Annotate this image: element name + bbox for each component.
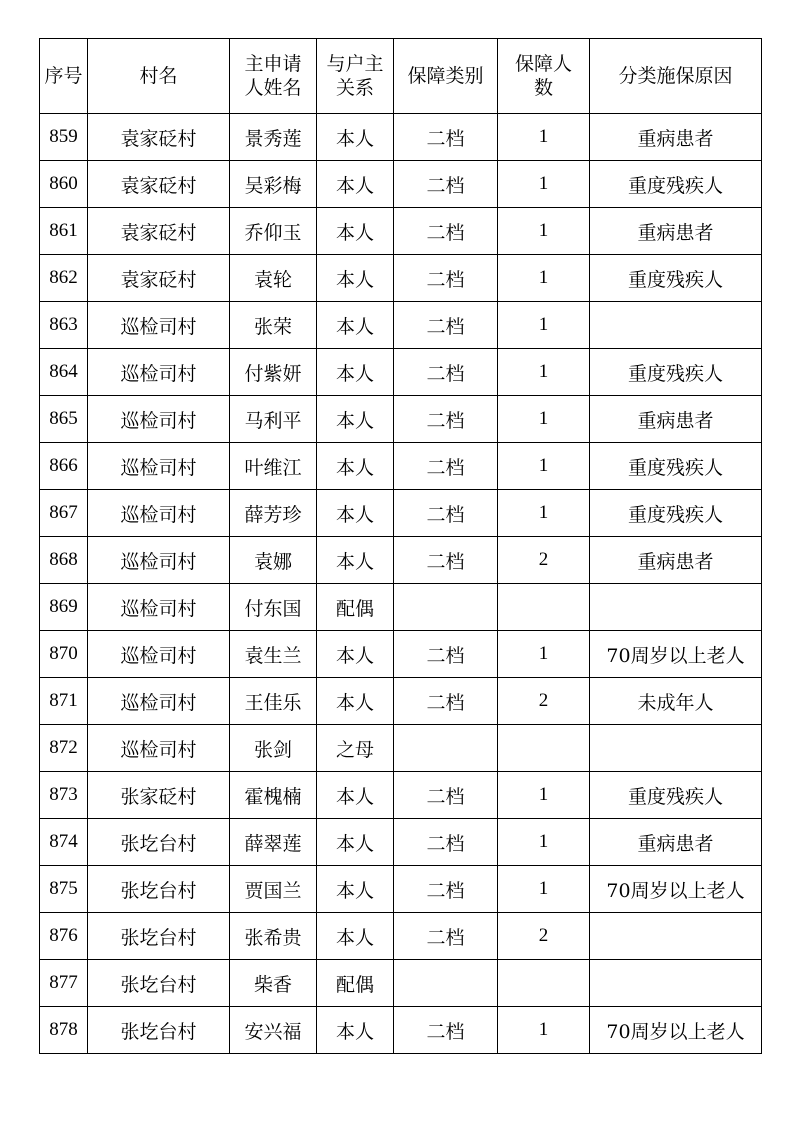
cell-reason: 重病患者 <box>590 819 762 866</box>
cell-seq: 871 <box>40 678 88 725</box>
cell-relation: 本人 <box>317 255 394 302</box>
cell-category: 二档 <box>394 537 498 584</box>
cell-seq: 862 <box>40 255 88 302</box>
assistance-roster-table <box>39 38 762 1054</box>
cell-applicant: 安兴福 <box>230 1007 317 1054</box>
cell-village: 袁家砭村 <box>88 208 230 255</box>
cell-seq: 866 <box>40 443 88 490</box>
cell-count: 1 <box>498 161 590 208</box>
cell-category <box>394 725 498 772</box>
cell-reason: 重度残疾人 <box>590 161 762 208</box>
cell-applicant: 马利平 <box>230 396 317 443</box>
cell-reason <box>590 913 762 960</box>
cell-reason <box>590 725 762 772</box>
cell-reason: 重度残疾人 <box>590 772 762 819</box>
cell-count: 1 <box>498 349 590 396</box>
cell-category: 二档 <box>394 349 498 396</box>
cell-relation: 本人 <box>317 866 394 913</box>
cell-category: 二档 <box>394 772 498 819</box>
cell-applicant: 袁轮 <box>230 255 317 302</box>
cell-count: 1 <box>498 396 590 443</box>
cell-count: 1 <box>498 114 590 161</box>
table-row <box>40 396 762 443</box>
column-header-village <box>88 39 230 114</box>
cell-reason: 重度残疾人 <box>590 443 762 490</box>
cell-count <box>498 584 590 631</box>
column-header-reason <box>590 39 762 114</box>
cell-count: 1 <box>498 302 590 349</box>
table-row <box>40 960 762 1007</box>
cell-count: 1 <box>498 819 590 866</box>
cell-relation: 本人 <box>317 161 394 208</box>
cell-count: 1 <box>498 772 590 819</box>
cell-category: 二档 <box>394 302 498 349</box>
cell-relation: 本人 <box>317 772 394 819</box>
cell-reason: 未成年人 <box>590 678 762 725</box>
table-row <box>40 772 762 819</box>
table-header <box>40 39 762 114</box>
cell-category: 二档 <box>394 255 498 302</box>
cell-seq: 876 <box>40 913 88 960</box>
table-body <box>40 114 762 1054</box>
cell-count <box>498 725 590 772</box>
cell-count: 1 <box>498 631 590 678</box>
cell-village: 巡检司村 <box>88 584 230 631</box>
cell-category: 二档 <box>394 490 498 537</box>
column-header-relation-line: 与户主 <box>326 53 384 75</box>
cell-seq: 868 <box>40 537 88 584</box>
cell-count: 1 <box>498 490 590 537</box>
cell-village: 张家砭村 <box>88 772 230 819</box>
cell-relation: 本人 <box>317 302 394 349</box>
cell-relation: 本人 <box>317 1007 394 1054</box>
cell-category: 二档 <box>394 1007 498 1054</box>
cell-village: 袁家砭村 <box>88 255 230 302</box>
cell-seq: 865 <box>40 396 88 443</box>
cell-relation: 本人 <box>317 678 394 725</box>
cell-village: 巡检司村 <box>88 631 230 678</box>
cell-village: 张圪台村 <box>88 866 230 913</box>
cell-category: 二档 <box>394 443 498 490</box>
column-header-reason-line: 分类施保原因 <box>618 65 733 87</box>
cell-seq: 872 <box>40 725 88 772</box>
cell-category: 二档 <box>394 913 498 960</box>
cell-reason: 重度残疾人 <box>590 255 762 302</box>
cell-relation: 之母 <box>317 725 394 772</box>
cell-count <box>498 960 590 1007</box>
cell-seq: 867 <box>40 490 88 537</box>
cell-reason: 重度残疾人 <box>590 349 762 396</box>
column-header-seq <box>40 39 88 114</box>
column-header-relation-line: 关系 <box>335 77 374 99</box>
cell-seq: 859 <box>40 114 88 161</box>
cell-relation: 本人 <box>317 114 394 161</box>
cell-count: 2 <box>498 537 590 584</box>
cell-count: 1 <box>498 1007 590 1054</box>
cell-seq: 861 <box>40 208 88 255</box>
cell-category <box>394 584 498 631</box>
column-header-count-line: 保障人 <box>514 53 572 75</box>
cell-count: 2 <box>498 678 590 725</box>
table-row <box>40 114 762 161</box>
cell-applicant: 张希贵 <box>230 913 317 960</box>
table-row <box>40 208 762 255</box>
cell-category: 二档 <box>394 396 498 443</box>
column-header-count-line: 数 <box>533 77 553 99</box>
cell-reason <box>590 302 762 349</box>
cell-village: 巡检司村 <box>88 396 230 443</box>
cell-relation: 本人 <box>317 443 394 490</box>
cell-relation: 本人 <box>317 913 394 960</box>
cell-seq: 870 <box>40 631 88 678</box>
cell-reason: 重度残疾人 <box>590 490 762 537</box>
column-header-category <box>394 39 498 114</box>
cell-seq: 869 <box>40 584 88 631</box>
table-row <box>40 819 762 866</box>
cell-seq: 863 <box>40 302 88 349</box>
cell-count: 1 <box>498 866 590 913</box>
cell-relation: 本人 <box>317 631 394 678</box>
table-row <box>40 725 762 772</box>
cell-reason: 70周岁以上老人 <box>590 866 762 913</box>
cell-reason: 重病患者 <box>590 208 762 255</box>
table-row <box>40 1007 762 1054</box>
cell-applicant: 付紫妍 <box>230 349 317 396</box>
table-row <box>40 537 762 584</box>
cell-seq: 875 <box>40 866 88 913</box>
cell-applicant: 叶维江 <box>230 443 317 490</box>
cell-applicant: 柴香 <box>230 960 317 1007</box>
cell-relation: 本人 <box>317 396 394 443</box>
cell-village: 巡检司村 <box>88 490 230 537</box>
cell-category <box>394 960 498 1007</box>
cell-village: 巡检司村 <box>88 678 230 725</box>
cell-village: 袁家砭村 <box>88 114 230 161</box>
cell-applicant: 袁娜 <box>230 537 317 584</box>
table-row <box>40 584 762 631</box>
cell-village: 张圪台村 <box>88 960 230 1007</box>
cell-seq: 873 <box>40 772 88 819</box>
cell-seq: 877 <box>40 960 88 1007</box>
cell-village: 巡检司村 <box>88 443 230 490</box>
cell-applicant: 霍槐楠 <box>230 772 317 819</box>
table-row <box>40 913 762 960</box>
cell-village: 张圪台村 <box>88 819 230 866</box>
table-row <box>40 490 762 537</box>
table-row <box>40 302 762 349</box>
cell-seq: 864 <box>40 349 88 396</box>
column-header-applicant-line: 人姓名 <box>244 77 302 99</box>
cell-category: 二档 <box>394 114 498 161</box>
cell-category: 二档 <box>394 678 498 725</box>
column-header-village-line: 村名 <box>139 65 178 87</box>
table-row <box>40 255 762 302</box>
cell-village: 袁家砭村 <box>88 161 230 208</box>
cell-applicant: 吴彩梅 <box>230 161 317 208</box>
cell-relation: 本人 <box>317 490 394 537</box>
column-header-relation <box>317 39 394 114</box>
header-row <box>40 39 762 114</box>
column-header-category-line: 保障类别 <box>407 65 484 87</box>
column-header-count <box>498 39 590 114</box>
cell-village: 巡检司村 <box>88 725 230 772</box>
cell-relation: 本人 <box>317 819 394 866</box>
cell-applicant: 薛芳珍 <box>230 490 317 537</box>
cell-relation: 配偶 <box>317 584 394 631</box>
cell-relation: 本人 <box>317 537 394 584</box>
cell-village: 巡检司村 <box>88 537 230 584</box>
table-row <box>40 866 762 913</box>
cell-applicant: 乔仰玉 <box>230 208 317 255</box>
cell-applicant: 景秀莲 <box>230 114 317 161</box>
cell-village: 张圪台村 <box>88 913 230 960</box>
cell-category: 二档 <box>394 866 498 913</box>
cell-village: 张圪台村 <box>88 1007 230 1054</box>
cell-relation: 本人 <box>317 208 394 255</box>
cell-seq: 860 <box>40 161 88 208</box>
cell-category: 二档 <box>394 631 498 678</box>
cell-village: 巡检司村 <box>88 302 230 349</box>
cell-reason: 70周岁以上老人 <box>590 631 762 678</box>
cell-reason: 重病患者 <box>590 537 762 584</box>
cell-category: 二档 <box>394 161 498 208</box>
cell-count: 1 <box>498 443 590 490</box>
cell-reason: 重病患者 <box>590 396 762 443</box>
cell-applicant: 王佳乐 <box>230 678 317 725</box>
cell-seq: 874 <box>40 819 88 866</box>
cell-relation: 本人 <box>317 349 394 396</box>
cell-reason: 重病患者 <box>590 114 762 161</box>
table-row <box>40 631 762 678</box>
cell-category: 二档 <box>394 208 498 255</box>
column-header-applicant <box>230 39 317 114</box>
table-row <box>40 678 762 725</box>
cell-reason <box>590 960 762 1007</box>
cell-seq: 878 <box>40 1007 88 1054</box>
cell-count: 1 <box>498 255 590 302</box>
cell-applicant: 贾国兰 <box>230 866 317 913</box>
cell-count: 1 <box>498 208 590 255</box>
cell-reason: 70周岁以上老人 <box>590 1007 762 1054</box>
cell-village: 巡检司村 <box>88 349 230 396</box>
cell-relation: 配偶 <box>317 960 394 1007</box>
cell-applicant: 袁生兰 <box>230 631 317 678</box>
cell-applicant: 薛翠莲 <box>230 819 317 866</box>
cell-count: 2 <box>498 913 590 960</box>
cell-reason <box>590 584 762 631</box>
table-row <box>40 443 762 490</box>
cell-applicant: 张剑 <box>230 725 317 772</box>
column-header-applicant-line: 主申请 <box>244 53 302 75</box>
cell-category: 二档 <box>394 819 498 866</box>
table-row <box>40 161 762 208</box>
column-header-seq-line: 序号 <box>44 65 83 87</box>
cell-applicant: 张荣 <box>230 302 317 349</box>
table-row <box>40 349 762 396</box>
cell-applicant: 付东国 <box>230 584 317 631</box>
